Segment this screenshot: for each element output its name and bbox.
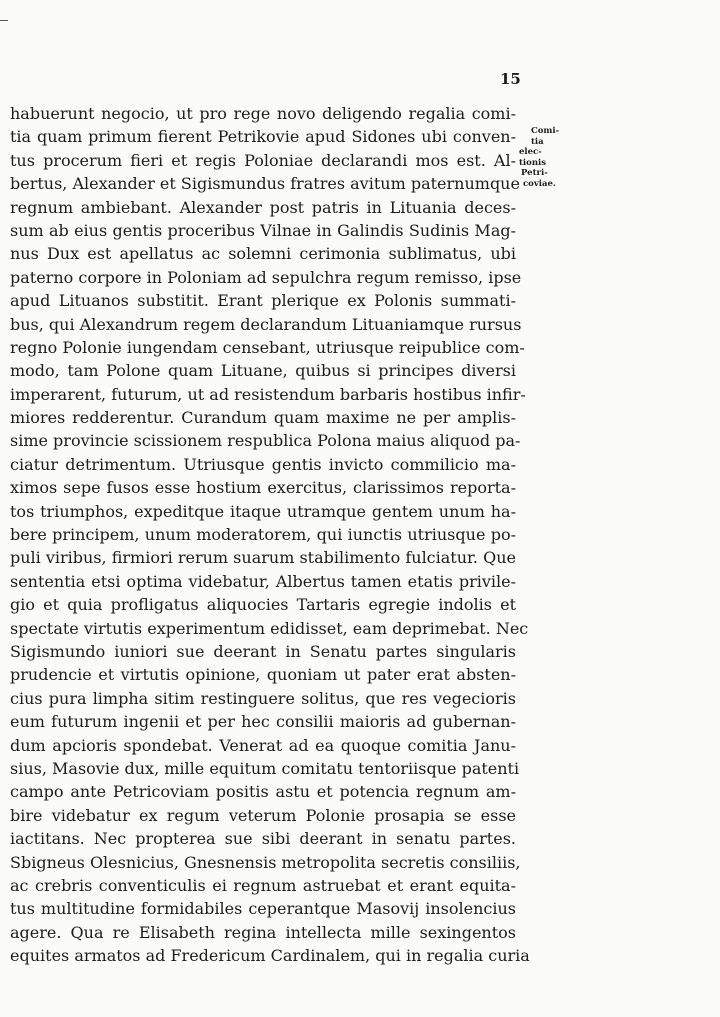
text-line: Sbigneus Olesnicius, Gnesnensis metropolita secretis consiliis, (10, 852, 521, 872)
text-line: regnum ambiebant. Alexander post patris in Lituania deces- (10, 197, 516, 217)
margin-note-line: tionis (519, 157, 547, 168)
corner-rule (0, 20, 8, 21)
text-line: dum apcioris spondebat. Venerat ad ea quoque comitia Janu- (10, 735, 516, 755)
margin-note-line: tia (531, 136, 544, 147)
body-text (10, 102, 530, 967)
text-line: bere principem, unum moderatorem, qui iunctis utriusque po- (10, 525, 516, 545)
text-line: miores redderentur. Curandum quam maxime ne per amplis- (10, 408, 516, 428)
text-line: eum futurum ingenii et per hec consilii maioris ad gubernan- (10, 712, 516, 732)
text-line: bus, qui Alexandrum regem declarandum Lituaniamque rursus (10, 314, 522, 334)
text-line: apud Lituanos substitit. Erant plerique ex Polonis summati- (10, 291, 516, 311)
text-line: prudencie et virtutis opinione, quoniam ut pater erat absten- (10, 665, 516, 685)
text-line: equites armatos ad Fredericum Cardinalem, qui in regalia curia (10, 946, 530, 966)
text-line: ac crebris conventiculis ei regnum astruebat et erant equita- (10, 875, 516, 895)
text-line: bire videbatur ex regum veterum Polonie prosapia se esse (10, 805, 516, 825)
text-line: bertus, Alexander et Sigismundus fratres avitum paternumque (10, 174, 520, 194)
margin-note-line: coviae. (523, 178, 556, 189)
page-number: 15 (500, 70, 521, 88)
text-line: campo ante Petricoviam positis astu et potencia regnum am- (10, 782, 516, 802)
text-line: agere. Qua re Elisabeth regina intellecta mille sexingentos (10, 922, 516, 942)
margin-note-line: Comi- (531, 126, 560, 136)
text-line: nus Dux est apellatus ac solemni cerimonia sublimatus, ubi (10, 244, 516, 264)
text-line: sius, Masovie dux, mille equitum comitatu tentoriisque patenti (10, 758, 520, 778)
text-line: tus multitudine formidabiles ceperantque Masovij insolencius (10, 899, 516, 919)
text-line: paterno corpore in Poloniam ad sepulchra regum remisso, ipse (10, 267, 522, 287)
text-line: sum ab eius gentis proceribus Vilnae in Galindis Sudinis Mag- (10, 220, 516, 240)
text-line: spectate virtutis experimentum edidisset, eam deprimebat. Nec (10, 618, 529, 638)
margin-note (519, 126, 559, 189)
text-line: ximos sepe fusos esse hostium exercitus, clarissimos reporta- (10, 478, 516, 498)
text-line: iactitans. Nec propterea sue sibi deerant in senatu partes. (10, 829, 516, 849)
text-line: tus procerum fieri et regis Poloniae declarandi mos est. Al- (10, 150, 516, 170)
text-line: puli viribus, firmiori rerum suarum stabilimento fulciatur. Que (10, 548, 516, 568)
text-line: cius pura limpha sitim restinguere solitus, que res vegecioris (10, 688, 516, 708)
margin-note-line: elec- (519, 147, 542, 157)
text-line: Sigismundo iuniori sue deerant in Senatu partes singularis (10, 641, 516, 661)
text-line: tos triumphos, expeditque itaque utramque gentem unum ha- (10, 501, 516, 521)
text-line: regno Polonie iungendam censebant, utriusque reipublice com- (10, 337, 525, 357)
text-line: gio et quia profligatus aliquocies Tartaris egregie indolis et (10, 595, 516, 615)
text-line: sime provincie scissionem respublica Polona maius aliquod pa- (10, 431, 521, 451)
text-line: imperarent, futurum, ut ad resistendum barbaris hostibus infir- (10, 384, 526, 404)
text-line: ciatur detrimentum. Utriusque gentis invicto commilicio ma- (10, 454, 516, 474)
text-line: modo, tam Polone quam Lituane, quibus si principes diversi (10, 361, 516, 381)
text-line: tia quam primum fierent Petrikovie apud Sidones ubi conven- (10, 127, 516, 147)
text-line: habuerunt negocio, ut pro rege novo deligendo regalia comi- (10, 104, 516, 123)
margin-note-line: Petri- (521, 168, 548, 178)
text-line: sententia etsi optima videbatur, Albertus tamen etatis privile- (10, 571, 516, 591)
